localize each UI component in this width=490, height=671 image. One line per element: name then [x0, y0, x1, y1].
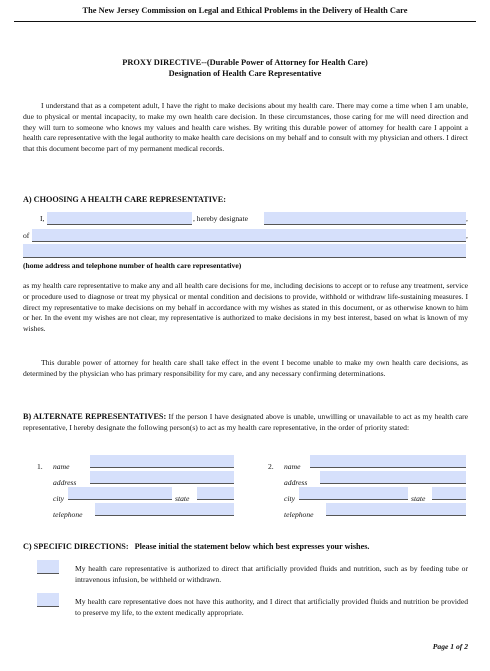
page-number: Page 1 of 2 [432, 642, 468, 651]
alt2-city-label: city [284, 494, 295, 503]
representative-address-field-2[interactable] [23, 244, 466, 258]
option-2-text: My health care representative does not have this authority, and I direct that artificially provided fluids and nutrition be provided to preserve my life, to the extent medically appropriate. [75, 597, 468, 617]
hereby-designate-label: , hereby designate [193, 214, 249, 223]
alt2-address-field[interactable] [320, 471, 466, 484]
section-c-heading: C) SPECIFIC DIRECTIONS: [23, 542, 129, 551]
alt1-address-field[interactable] [90, 471, 234, 484]
alt2-name-label: name [284, 462, 301, 471]
alt2-city-field[interactable] [299, 487, 408, 500]
alt2-state-field[interactable] [432, 487, 466, 500]
document-title [14, 57, 476, 80]
alternate-1-number: 1. [37, 462, 43, 471]
section-a-paragraph-2: This durable power of attorney for health care shall take effect in the event I become unable to make my own health care decisions, as determined by the physician who has primary responsibility for my care, and any necessary confirming determinations. [23, 358, 468, 378]
alt1-telephone-field[interactable] [95, 503, 234, 516]
alt1-telephone-label: telephone [53, 510, 83, 519]
section-b-heading: B) ALTERNATE REPRESENTATIVES: [23, 412, 167, 421]
alt1-city-field[interactable] [68, 487, 172, 500]
intro-paragraph: I understand that as a competent adult, I have the right to make decisions about my health care. There may come a time when I am unable, due to physical or mental incapacity, to make my own health care decision. In these circumstances, those caring for me will need direction and they will turn to someone who knows my values and health care wishes. By writing this durable power of attorney for health care I appoint a health care representative with the legal authority to make health care decisions on my behalf and to consult with my physician and others. I direct that this document become part of my permanent medical records. [23, 101, 468, 154]
section-a-heading: A) CHOOSING A HEALTH CARE REPRESENTATIVE: [23, 195, 226, 204]
section-a-paragraph-1: as my health care representative to make any and all health care decisions for me, including decisions to accept or to refuse any treatment, service or procedure used to diagnose or treat my physical or mental condition and decisions to provide, withhold or withdraw life-sustaining measures. I direct my representative to make decisions on my behalf in accordance with my wishes as stated in this document, or as otherwise known to him or her. In the event my wishes are not clear, my representative is authorized to make decisions in my best interest, based on what is known of my wishes. [23, 281, 468, 334]
alt1-name-field[interactable] [90, 455, 234, 468]
title-line-1: PROXY DIRECTIVE--(Durable Power of Attorney for Health Care) [122, 58, 368, 67]
comma-label-2: , [466, 231, 468, 240]
section-b-text [23, 411, 468, 434]
alternate-2-number: 2. [268, 462, 274, 471]
comma-label: , [466, 214, 468, 223]
representative-address-field-1[interactable] [32, 229, 466, 242]
alt2-address-label: address [284, 478, 308, 487]
declarant-name-field[interactable] [47, 212, 192, 225]
title-line-2: Designation of Health Care Representative [168, 69, 322, 79]
alt1-state-field[interactable] [197, 487, 234, 500]
alt1-address-label: address [53, 478, 77, 487]
address-caption: (home address and telephone number of health care representative) [23, 261, 242, 270]
alt1-state-label: state [175, 494, 190, 503]
alt2-state-label: state [411, 494, 426, 503]
section-c-instruction: Please initial the statement below which best expresses your wishes. [134, 542, 370, 551]
option-2-initial-box[interactable] [37, 593, 59, 607]
alt2-name-field[interactable] [310, 455, 466, 468]
alt2-telephone-field[interactable] [326, 503, 466, 516]
alt1-name-label: name [53, 462, 70, 471]
i-label: I, [40, 214, 45, 223]
option-1-initial-box[interactable] [37, 560, 59, 574]
option-1-text: My health care representative is authorized to direct that artificially provided fluids and nutrition, such as by feeding tube or intravenous infusion, be withheld or withdrawn. [75, 564, 468, 584]
section-b-instruction: If the person I have designated above is unable, unwilling or unavailable to act as my health care representative, I hereby designate the following person(s) to act as my health care representative, in the order of priority stated: [23, 412, 468, 432]
section-c-header [23, 541, 369, 553]
commission-header: The New Jersey Commission on Legal and Ethical Problems in the Delivery of Health Care [14, 5, 476, 22]
alt2-telephone-label: telephone [284, 510, 314, 519]
of-label: of [23, 231, 30, 240]
representative-name-field[interactable] [264, 212, 466, 225]
alt1-city-label: city [53, 494, 64, 503]
